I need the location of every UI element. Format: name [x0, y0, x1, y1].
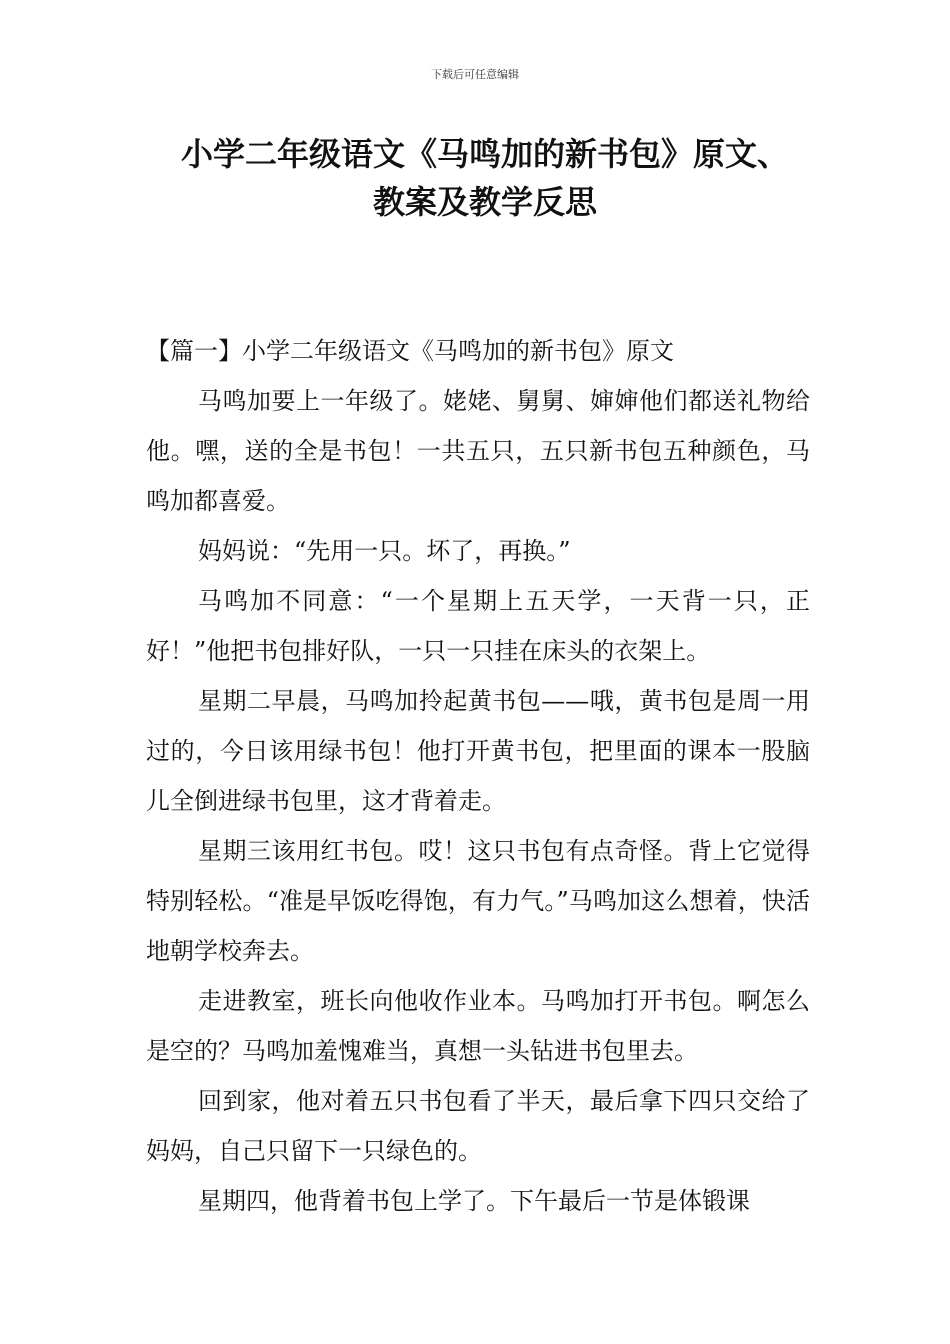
- title-line-2: 教案及教学反思: [372, 183, 597, 221]
- paragraph: 妈妈说：“先用一只。坏了，再换。”: [198, 537, 571, 565]
- paragraph: 星期三该用红书包。哎！这只书包有点奇怪。背上它觉得特别轻松。“准是早饭吃得饱，有力气。”马鸣加这么想着，快活地朝学校奔去。: [146, 837, 810, 965]
- paragraph: 马鸣加要上一年级了。姥姥、舅舅、婶婶他们都送礼物给他。嘿，送的全是书包！一共五只，五只新书包五种颜色，马鸣加都喜爱。: [146, 387, 810, 515]
- paragraph: 回到家，他对着五只书包看了半天，最后拿下四只交给了妈妈，自己只留下一只绿色的。: [146, 1087, 810, 1165]
- paragraph: 星期二早晨，马鸣加拎起黄书包——哦，黄书包是周一用过的，今日该用绿书包！他打开黄书包，把里面的课本一股脑儿全倒进绿书包里，这才背着走。: [146, 687, 810, 815]
- title-line-1: 小学二年级语文《马鸣加的新书包》原文、: [180, 135, 789, 173]
- paragraph: 马鸣加不同意：“一个星期上五天学，一天背一只，正好！”他把书包排好队，一只一只挂在床头的衣架上。: [146, 587, 810, 665]
- document-body: [146, 326, 810, 1226]
- section-heading: 【篇一】小学二年级语文《马鸣加的新书包》原文: [146, 337, 674, 365]
- paragraph: 走进教室，班长向他收作业本。马鸣加打开书包。啊怎么是空的？马鸣加羞愧难当，真想一头钻进书包里去。: [146, 987, 810, 1065]
- paragraph: 星期四，他背着书包上学了。下午最后一节是体锻课: [198, 1187, 750, 1215]
- header-note: 下载后可任意编辑: [431, 68, 519, 81]
- document-title: [120, 130, 850, 226]
